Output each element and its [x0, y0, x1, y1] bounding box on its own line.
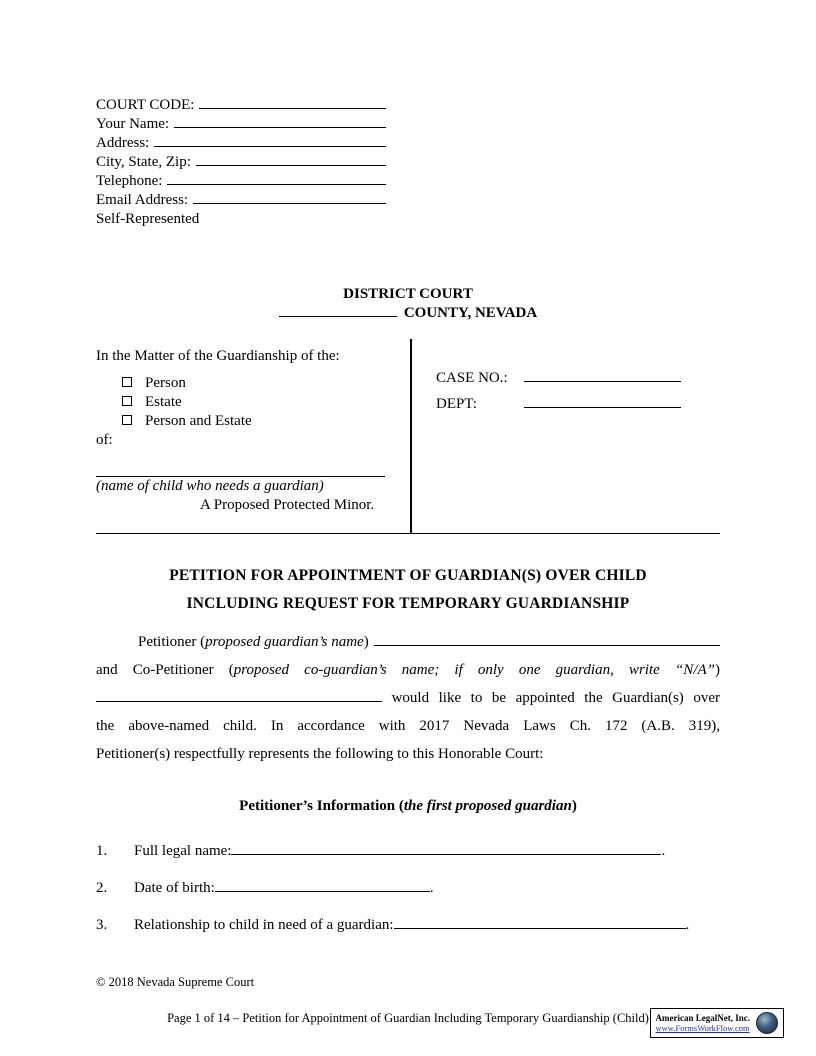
item-number: 1. [96, 843, 108, 859]
email-field[interactable] [193, 203, 386, 204]
matter-line: In the Matter of the Guardianship of the: [96, 348, 340, 364]
child-name-field[interactable] [96, 450, 385, 477]
option-row-estate [122, 393, 401, 412]
copyright-line: © 2018 Nevada Supreme Court [96, 975, 255, 989]
petition-title [96, 562, 720, 618]
option-row-person-and-estate [122, 412, 401, 431]
city-state-zip-label: City, State, Zip: [96, 154, 191, 170]
case-caption [96, 339, 720, 534]
heading-text: ) [571, 798, 577, 814]
address-row [96, 134, 386, 153]
item-period: . [685, 917, 690, 933]
paragraph-italic-hint: proposed co-guardian’s name; if only one guardian, write [233, 662, 660, 678]
caption-left-column [96, 347, 401, 515]
option-row-person [122, 374, 401, 393]
address-label: Address: [96, 135, 150, 151]
telephone-row [96, 172, 386, 191]
heading-text: Petitioner’s Information ( [239, 798, 404, 814]
caption-divider-line [410, 339, 412, 533]
paragraph-line-5: Petitioner(s) respectfully represents the following to this Honorable Court: [96, 746, 544, 762]
dept-label: DEPT: [436, 396, 477, 412]
petition-paragraph [96, 628, 720, 768]
vendor-name: American LegalNet, Inc. [655, 1013, 750, 1023]
case-number-row [436, 369, 681, 388]
filer-info-block [96, 96, 720, 229]
item-label: Relationship to child in need of a guardian: [134, 917, 394, 933]
guardianship-type-options [122, 374, 401, 431]
item-number: 2. [96, 880, 108, 896]
checkbox-person-and-estate-label: Person and Estate [145, 413, 252, 429]
checkbox-estate[interactable] [122, 396, 132, 406]
vendor-url-link[interactable]: www.FormsWorkFlow.com [655, 1023, 750, 1033]
paragraph-text: would like to be appointed the Guardian(s) over [391, 690, 721, 706]
checkbox-person-and-estate[interactable] [122, 415, 132, 425]
case-number-field[interactable] [524, 381, 681, 382]
co-petitioner-name-field[interactable] [96, 701, 382, 702]
case-number-label: CASE NO.: [436, 370, 508, 386]
paragraph-italic-hint: proposed guardian’s name [205, 634, 364, 650]
city-state-zip-field[interactable] [196, 165, 386, 166]
district-court-title: DISTRICT COURT [343, 286, 473, 302]
page-footer-line: Page 1 of 14 – Petition for Appointment of Guardian Including Temporary Guardianship (Child) [167, 1011, 649, 1025]
paragraph-line-2 [96, 656, 720, 684]
paragraph-text: ) [715, 662, 720, 678]
vendor-text-block [656, 1013, 750, 1033]
paragraph-text [138, 628, 369, 656]
checkbox-estate-label: Estate [145, 394, 182, 410]
paragraph-italic-na: “N/A” [674, 662, 715, 678]
paragraph-line-3 [96, 684, 720, 712]
paragraph-text: ) [363, 634, 369, 650]
address-field[interactable] [154, 146, 386, 147]
your-name-label: Your Name: [96, 116, 170, 132]
item-number: 3. [96, 917, 108, 933]
court-code-row [96, 96, 386, 115]
telephone-field[interactable] [167, 184, 386, 185]
caption-right-column [436, 369, 681, 421]
petition-title-line1: PETITION FOR APPOINTMENT OF GUARDIAN(S) OVER CHILD [169, 567, 647, 584]
checkbox-person[interactable] [122, 377, 132, 387]
petitioner-information-heading [96, 797, 720, 816]
item-date-of-birth [96, 879, 720, 898]
relationship-to-child-field[interactable] [394, 928, 686, 929]
item-period: . [661, 843, 666, 859]
paragraph-line-4: the above-named child. In accordance with 2017 Nevada Laws Ch. 172 (A.B. 319), [96, 718, 720, 734]
item-period: . [429, 880, 434, 896]
court-code-label: COURT CODE: [96, 97, 195, 113]
paragraph-text: Petitioner ( [138, 634, 206, 650]
vendor-logo-box [650, 1008, 784, 1038]
petition-title-line2: INCLUDING REQUEST FOR TEMPORARY GUARDIANSHIP [186, 595, 630, 612]
city-state-zip-row [96, 153, 386, 172]
paragraph-line-1 [96, 628, 720, 656]
county-name-field[interactable] [279, 316, 397, 317]
globe-icon [756, 1012, 778, 1034]
heading-italic-hint: the first proposed guardian [403, 798, 572, 814]
county-suffix: COUNTY, NEVADA [403, 305, 538, 321]
email-row [96, 191, 386, 210]
full-legal-name-field[interactable] [231, 854, 661, 855]
court-heading [96, 285, 720, 323]
proposed-protected-minor-line: A Proposed Protected Minor. [200, 497, 375, 513]
county-line [96, 304, 720, 323]
your-name-row [96, 115, 386, 134]
child-name-hint: (name of child who needs a guardian) [96, 478, 324, 494]
self-represented-label: Self-Represented [96, 211, 200, 227]
date-of-birth-field[interactable] [215, 891, 430, 892]
email-label: Email Address: [96, 192, 189, 208]
of-label: of: [96, 432, 113, 448]
paragraph-text: and Co-Petitioner ( [96, 662, 234, 678]
court-code-field[interactable] [199, 108, 386, 109]
telephone-label: Telephone: [96, 173, 163, 189]
item-label: Full legal name: [134, 843, 232, 859]
dept-row [436, 395, 681, 414]
item-relationship [96, 916, 720, 935]
checkbox-person-label: Person [145, 375, 186, 391]
item-label: Date of birth: [134, 880, 215, 896]
your-name-field[interactable] [174, 127, 386, 128]
item-full-legal-name [96, 842, 720, 861]
petitioner-name-field[interactable] [374, 645, 720, 646]
dept-field[interactable] [524, 407, 681, 408]
